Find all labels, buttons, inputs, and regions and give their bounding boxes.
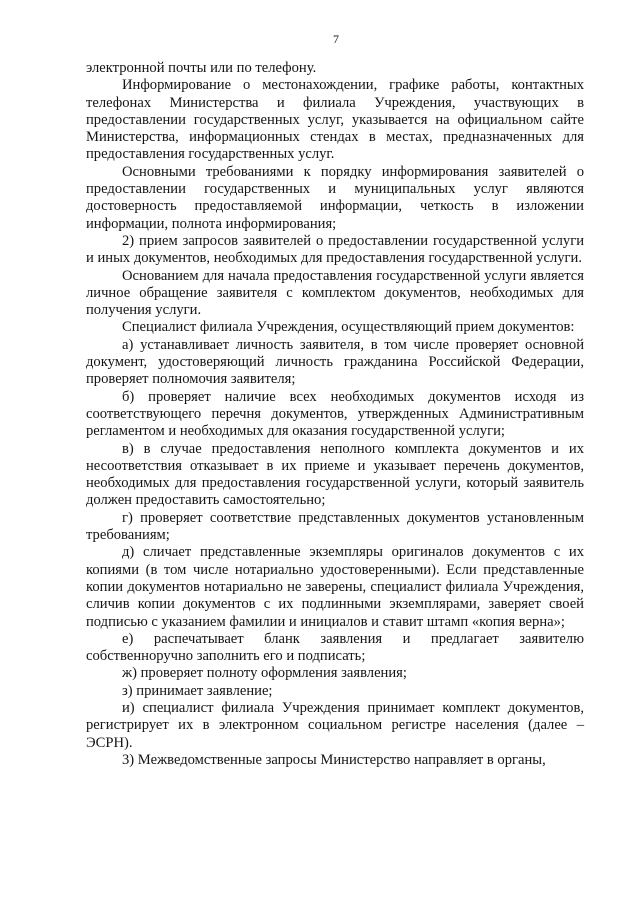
paragraph: электронной почты или по телефону. xyxy=(86,60,317,76)
paragraph: з) принимает заявление; xyxy=(122,682,273,699)
paragraph: Основанием для начала предоставления государственной услуги является личное обращение заявителя с комплектом документов, необходимых для получения услуги. xyxy=(86,267,584,319)
paragraph: Специалист филиала Учреждения, осуществляющий прием документов: xyxy=(122,319,575,336)
paragraph: е) распечатывает бланк заявления и предлагает заявителю собственноручно заполнить его и подписать; xyxy=(86,630,584,665)
document-body xyxy=(86,60,584,769)
paragraph: и) специалист филиала Учреждения принимает комплект документов, регистрирует их в электронном социальном регистре населения (далее – ЭСРН). xyxy=(86,699,584,751)
paragraph: а) устанавливает личность заявителя, в том числе проверяет основной документ, удостоверяющий личность гражданина Российской Федерации, проверяет полномочия заявителя; xyxy=(86,336,584,388)
paragraph: 2) прием запросов заявителей о предоставлении государственной услуги и иных документов, необходимых для предоставления государственной услуги. xyxy=(86,232,584,267)
paragraph: в) в случае предоставления неполного комплекта документов и их несоответствия отказывает в их приеме и указывает перечень документов, необходимых для предоставления государственной услуги, который заявитель должен предоставить самостоятельно; xyxy=(86,440,584,509)
paragraph: д) сличает представленные экземпляры оригиналов документов с их копиями (в том числе нотариально удостоверенными). Если представленные копии документов нотариально не заверены, специалист филиала Учреждения, сличив копии документов с их подлинными экземплярами, заверяет своей подписью с указанием фамилии и инициалов и ставит штамп «копия верна»; xyxy=(86,544,584,630)
paragraph: Информирование о местонахождении, графике работы, контактных телефонах Министерства и филиала Учреждения, участвующих в предоставлении государственных услуг, указывается на официальном сайте Министерства, информационных стендах в местах, предназначенных для предоставления государственных услуг. xyxy=(86,77,584,163)
paragraph: ж) проверяет полноту оформления заявления; xyxy=(122,665,407,682)
paragraph: г) проверяет соответствие представленных документов установленным требованиям; xyxy=(86,509,584,544)
page-number: 7 xyxy=(333,32,339,46)
paragraph: Основными требованиями к порядку информирования заявителей о предоставлении государственных и муниципальных услуг являются достоверность предоставляемой информации, четкость в изложении информации, полнота информирования; xyxy=(86,163,584,232)
paragraph: 3) Межведомственные запросы Министерство направляет в органы, xyxy=(122,751,546,768)
paragraph: б) проверяет наличие всех необходимых документов исходя из соответствующего перечня документов, утвержденных Административным регламентом и необходимых для оказания государственной услуги; xyxy=(86,388,584,440)
